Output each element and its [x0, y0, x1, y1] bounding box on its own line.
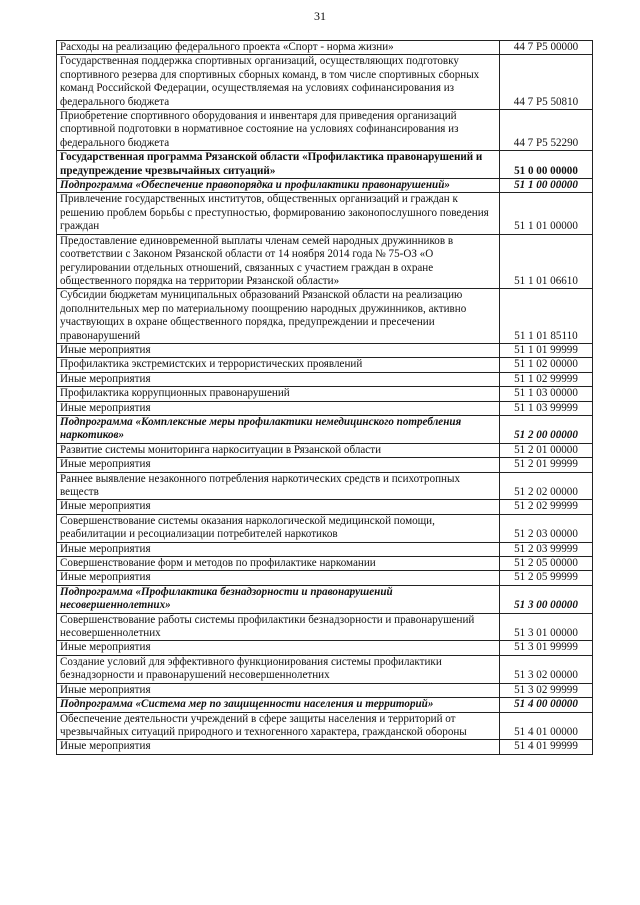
target-code-cell: 51 2 05 99999 [500, 571, 593, 585]
expense-name-cell: Профилактика коррупционных правонарушений [57, 387, 500, 401]
table-row [57, 387, 593, 401]
expense-name-cell: Государственная поддержка спортивных организаций, осуществляющих подготовку спортивного резерва для спортивных сборных команд, в том числе спортивных сборных команд Российской Федерации, осуществляемая на условиях софинансирования из федерального бюджета [57, 55, 500, 110]
target-code-cell: 51 1 03 00000 [500, 387, 593, 401]
subprogram-row [57, 415, 593, 443]
target-code-cell: 51 2 03 00000 [500, 514, 593, 542]
table-row [57, 740, 593, 754]
target-code-cell: 51 2 05 00000 [500, 557, 593, 571]
table-row [57, 358, 593, 372]
expense-name-cell: Предоставление единовременной выплаты членам семей народных дружинников в соответствии с Законом Рязанской области от 14 ноября 2014 года № 75-ОЗ «О регулировании отдельных отношений, связанных с участием граждан в охране общественного порядка на территории Рязанской области» [57, 234, 500, 289]
target-code-cell: 51 1 01 85110 [500, 289, 593, 344]
program-row [57, 151, 593, 179]
target-code-cell: 51 1 02 99999 [500, 372, 593, 386]
table-row [57, 443, 593, 457]
table-row [57, 514, 593, 542]
table-row [57, 557, 593, 571]
target-code-cell: 51 3 01 00000 [500, 613, 593, 641]
target-code-cell: 51 2 03 99999 [500, 542, 593, 556]
table-row [57, 41, 593, 55]
target-code-cell: 51 1 02 00000 [500, 358, 593, 372]
expense-name-cell: Иные мероприятия [57, 500, 500, 514]
expense-name-cell: Иные мероприятия [57, 343, 500, 357]
budget-classification-table [56, 40, 593, 755]
target-code-cell: 51 4 01 00000 [500, 712, 593, 740]
table-row [57, 401, 593, 415]
target-code-cell: 44 7 P5 00000 [500, 41, 593, 55]
target-code-cell: 51 0 00 00000 [500, 151, 593, 179]
target-code-cell: 51 3 00 00000 [500, 585, 593, 613]
expense-name-cell: Развитие системы мониторинга наркоситуации в Рязанской области [57, 443, 500, 457]
target-code-cell: 51 1 00 00000 [500, 179, 593, 193]
target-code-cell: 51 1 03 99999 [500, 401, 593, 415]
table-row [57, 193, 593, 234]
target-code-cell: 51 4 00 00000 [500, 698, 593, 712]
table-row [57, 500, 593, 514]
expense-name-cell: Иные мероприятия [57, 542, 500, 556]
table-row [57, 55, 593, 110]
expense-name-cell: Субсидии бюджетам муниципальных образований Рязанской области на реализацию дополнительных мер по материальному поощрению народных дружинников, активно участвующих в охране общественного порядка, предупреждении и пресечении правонарушений [57, 289, 500, 344]
expense-name-cell: Совершенствование системы оказания наркологической медицинской помощи, реабилитации и ресоциализации потребителей наркотиков [57, 514, 500, 542]
expense-name-cell: Подпрограмма «Система мер по защищенности населения и территорий» [57, 698, 500, 712]
subprogram-row [57, 179, 593, 193]
target-code-cell: 51 4 01 99999 [500, 740, 593, 754]
expense-name-cell: Раннее выявление незаконного потребления наркотических средств и психотропных веществ [57, 472, 500, 500]
target-code-cell: 51 1 01 00000 [500, 193, 593, 234]
table-row [57, 571, 593, 585]
subprogram-row [57, 585, 593, 613]
expense-name-cell: Приобретение спортивного оборудования и инвентаря для приведения организаций спортивной подготовки в нормативное состояние на условиях софинансирования из федерального бюджета [57, 110, 500, 151]
expense-name-cell: Совершенствование работы системы профилактики безнадзорности и правонарушений несовершеннолетних [57, 613, 500, 641]
target-code-cell: 51 3 01 99999 [500, 641, 593, 655]
target-code-cell: 51 1 01 06610 [500, 234, 593, 289]
target-code-cell: 51 3 02 99999 [500, 683, 593, 697]
table-row [57, 289, 593, 344]
table-row [57, 641, 593, 655]
target-code-cell: 44 7 P5 50810 [500, 55, 593, 110]
expense-name-cell: Совершенствование форм и методов по профилактике наркомании [57, 557, 500, 571]
expense-name-cell: Иные мероприятия [57, 401, 500, 415]
expense-name-cell: Подпрограмма «Профилактика безнадзорности и правонарушений несовершеннолетних» [57, 585, 500, 613]
expense-name-cell: Иные мероприятия [57, 571, 500, 585]
expense-name-cell: Создание условий для эффективного функционирования системы профилактики безнадзорности и правонарушений несовершеннолетних [57, 655, 500, 683]
expense-name-cell: Иные мероприятия [57, 641, 500, 655]
expense-name-cell: Иные мероприятия [57, 458, 500, 472]
table-row [57, 655, 593, 683]
expense-name-cell: Обеспечение деятельности учреждений в сфере защиты населения и территорий от чрезвычайных ситуаций природного и техногенного характера, гражданской обороны [57, 712, 500, 740]
table-row [57, 683, 593, 697]
expense-name-cell: Иные мероприятия [57, 740, 500, 754]
expense-name-cell: Иные мероприятия [57, 372, 500, 386]
expense-name-cell: Иные мероприятия [57, 683, 500, 697]
table-row [57, 458, 593, 472]
target-code-cell: 51 3 02 00000 [500, 655, 593, 683]
expense-name-cell: Подпрограмма «Обеспечение правопорядка и профилактики правонарушений» [57, 179, 500, 193]
target-code-cell: 51 2 02 00000 [500, 472, 593, 500]
table-row [57, 110, 593, 151]
table-row [57, 234, 593, 289]
target-code-cell: 51 2 02 99999 [500, 500, 593, 514]
target-code-cell: 51 1 01 99999 [500, 343, 593, 357]
subprogram-row [57, 698, 593, 712]
expense-name-cell: Привлечение государственных институтов, общественных организаций и граждан к решению проблем борьбы с преступностью, формированию законопослушного поведения граждан [57, 193, 500, 234]
target-code-cell: 51 2 01 99999 [500, 458, 593, 472]
page-number: 31 [314, 9, 326, 23]
table-row [57, 613, 593, 641]
table-body [57, 41, 593, 755]
table-row [57, 343, 593, 357]
target-code-cell: 51 2 00 00000 [500, 415, 593, 443]
target-code-cell: 51 2 01 00000 [500, 443, 593, 457]
table-row [57, 372, 593, 386]
expense-name-cell: Профилактика экстремистских и террористических проявлений [57, 358, 500, 372]
expense-name-cell: Подпрограмма «Комплексные меры профилактики немедицинского потребления наркотиков» [57, 415, 500, 443]
expense-name-cell: Государственная программа Рязанской области «Профилактика правонарушений и предупреждение чрезвычайных ситуаций» [57, 151, 500, 179]
table-row [57, 712, 593, 740]
expense-name-cell: Расходы на реализацию федерального проекта «Спорт - норма жизни» [57, 41, 500, 55]
target-code-cell: 44 7 P5 52290 [500, 110, 593, 151]
table-row [57, 542, 593, 556]
table-row [57, 472, 593, 500]
